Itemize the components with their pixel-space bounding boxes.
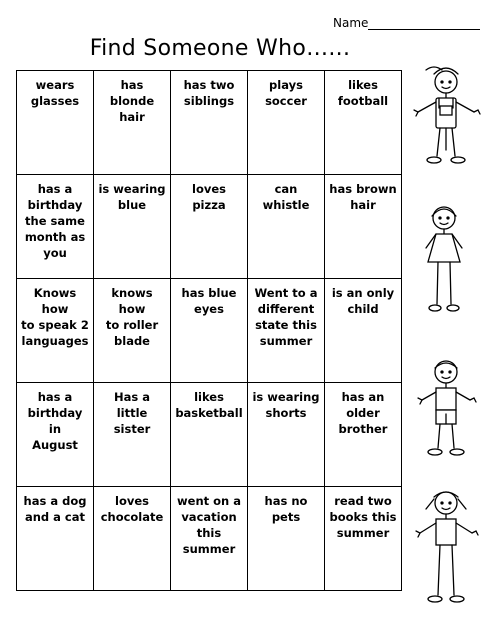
grid-cell: knows how to roller blade (94, 279, 171, 383)
bingo-grid (16, 70, 402, 591)
grid-cell: Knows how to speak 2 languages (17, 279, 94, 383)
page-title: Find Someone Who…... (89, 36, 351, 61)
grid-row (17, 175, 402, 279)
grid-row (17, 279, 402, 383)
grid-cell: is wearing shorts (248, 383, 325, 487)
grid-row (17, 383, 402, 487)
grid-cell: wears glasses (17, 71, 94, 175)
grid-cell: plays soccer (248, 71, 325, 175)
boy-shorts-icon (404, 356, 494, 471)
grid-cell: went on a vacation this summer (171, 487, 248, 591)
name-field[interactable] (333, 16, 480, 30)
grid-cell: has a dog and a cat (17, 487, 94, 591)
grid-cell: has no pets (248, 487, 325, 591)
girl-pigtails-icon (404, 485, 494, 615)
grid-cell: is an only child (325, 279, 402, 383)
grid-cell: has two siblings (171, 71, 248, 175)
grid-cell: is wearing blue (94, 175, 171, 279)
grid-cell: loves pizza (171, 175, 248, 279)
grid-cell: Went to a different state this summer (248, 279, 325, 383)
grid-cell: has a birthday the same month as you (17, 175, 94, 279)
kid-overalls-icon (404, 60, 494, 175)
grid-cell: Has a little sister (94, 383, 171, 487)
grid-cell: has a birthday in August (17, 383, 94, 487)
kid-illustrations (404, 60, 494, 620)
grid-cell: can whistle (248, 175, 325, 279)
grid-cell: likes football (325, 71, 402, 175)
girl-dress-icon (404, 200, 494, 325)
name-label: Name (333, 16, 369, 30)
grid-cell: loves chocolate (94, 487, 171, 591)
grid-row (17, 71, 402, 175)
name-underline (368, 17, 480, 30)
grid-cell: has blonde hair (94, 71, 171, 175)
grid-row (17, 487, 402, 591)
grid-cell: has an older brother (325, 383, 402, 487)
grid-cell: has brown hair (325, 175, 402, 279)
grid-cell: likes basketball (171, 383, 248, 487)
grid-cell: read two books this summer (325, 487, 402, 591)
grid-cell: has blue eyes (171, 279, 248, 383)
